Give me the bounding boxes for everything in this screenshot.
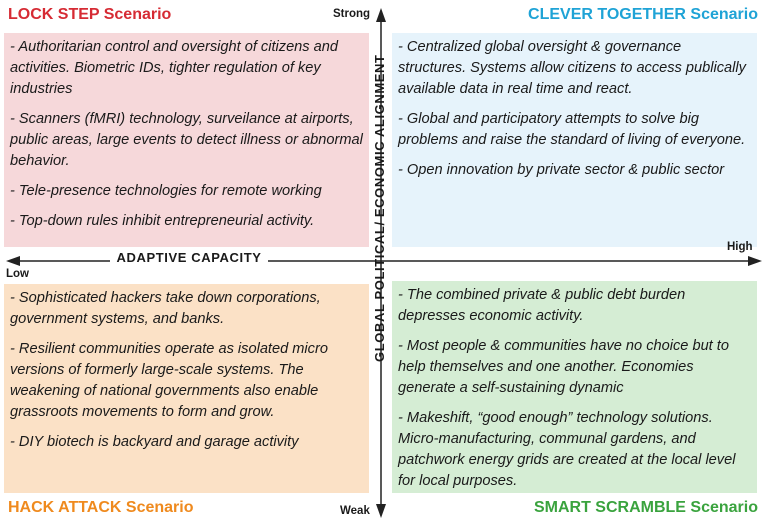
smart-scramble-point-1: - The combined private & public debt burden depresses economic activity.: [398, 287, 686, 324]
left-arrowhead: [6, 256, 20, 266]
down-arrowhead: [376, 504, 386, 518]
hack-attack-point-3: - DIY biotech is backyard and garage activity: [10, 434, 299, 450]
lock-step-point-4: - Top-down rules inhibit entrepreneurial activity.: [10, 213, 315, 229]
adaptive-capacity-label: ADAPTIVE CAPACITY: [110, 248, 268, 268]
weak-label: Weak: [340, 505, 370, 517]
lock-step-title: LOCK STEP Scenario: [8, 6, 172, 23]
clever-together-point-2: - Global and participatory attempts to solve big problems and raise the standard of living of everyone.: [398, 111, 746, 148]
smart-scramble-point-2: - Most people & communities have no choice but to help themselves and one another. Economies generate a self-sustaining dynamic: [398, 338, 729, 396]
hack-attack-point-2: - Resilient communities operate as isolated micro versions of formerly large-scale systems. The weakening of national governments also enable grassroots movements to form and grow.: [10, 341, 328, 420]
right-arrowhead: [748, 256, 762, 266]
low-label: Low: [6, 268, 29, 280]
hack-attack-point-1: - Sophisticated hackers take down corporations, government systems, and banks.: [10, 290, 321, 327]
clever-together-point-1: - Centralized global oversight & governance structures. Systems allow citizens to access publically available data in real time and react.: [398, 39, 746, 97]
smart-scramble-point-3: - Makeshift, “good enough” technology solutions. Micro-manufacturing, communal gardens, and patchwork energy grids are created at the local level for local purposes.: [398, 410, 736, 489]
clever-together-title: CLEVER TOGETHER Scenario: [528, 6, 758, 23]
strong-label: Strong: [333, 8, 371, 20]
clever-together-point-3: - Open innovation by private sector & public sector: [398, 162, 725, 178]
high-label: High: [727, 241, 753, 253]
lock-step-point-3: - Tele-presence technologies for remote working: [10, 183, 322, 199]
lock-step-point-1: - Authoritarian control and oversight of citizens and activities. Biometric IDs, tighter regulation of key industries: [10, 39, 338, 97]
up-arrowhead: [376, 8, 386, 22]
hack-attack-title: HACK ATTACK Scenario: [8, 499, 194, 516]
lock-step-point-2: - Scanners (fMRI) technology, surveilance at airports, public areas, large events to detect illness or abnormal behavior.: [10, 111, 363, 169]
smart-scramble-title: SMART SCRAMBLE Scenario: [533, 499, 758, 516]
global-alignment-label: GLOBAL POLITICAL/ ECONOMIC ALIGNMENT: [372, 54, 387, 362]
